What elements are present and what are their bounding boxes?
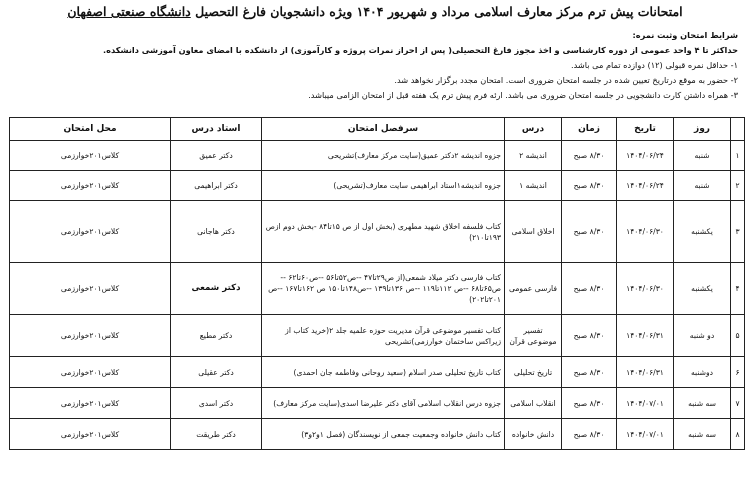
- cell-course: اخلاق اسلامی: [505, 201, 562, 263]
- cell-topics: جزوه درس انقلاب اسلامی آقای دکتر علیرضا اسدی(سایت مرکز معارف): [262, 388, 505, 419]
- cell-time: ۸/۳۰ صبح: [562, 388, 617, 419]
- cell-place: کلاس۲۰۱خوارزمی: [10, 419, 171, 450]
- table-header-row: [10, 118, 745, 141]
- cell-date: ۱۴۰۴/۰۶/۳۱: [617, 315, 674, 357]
- cell-topics: کتاب فلسفه اخلاق شهید مطهری (بخش اول از ص ۱۵تا۸۴ -بخش دوم ازص ۱۹۳تا۲۱۰): [262, 201, 505, 263]
- table-row: [10, 171, 745, 201]
- cell-topics: جزوه اندیشه ۲دکتر عمیق(سایت مرکز معارف)تشریحی: [262, 141, 505, 171]
- cell-teacher: دکتر عقیلی: [171, 357, 262, 388]
- cell-day: شنبه: [674, 141, 731, 171]
- table-row: [10, 419, 745, 450]
- table-row: [10, 315, 745, 357]
- cell-place: کلاس۲۰۱خوارزمی: [10, 201, 171, 263]
- cell-course: تاریخ تحلیلی: [505, 357, 562, 388]
- cell-time: ۸/۳۰ صبح: [562, 141, 617, 171]
- cell-teacher: دکتر هاجانی: [171, 201, 262, 263]
- cell-course: فارسی عمومی: [505, 263, 562, 315]
- cell-topics: کتاب تفسیر موضوعی قرآن مدیریت حوزه علمیه جلد ۲(خرید کتاب از زیراکس ساختمان خوارزمی)تشریحی: [262, 315, 505, 357]
- cell-time: ۸/۳۰ صبح: [562, 201, 617, 263]
- cell-day: سه شنبه: [674, 388, 731, 419]
- cell-time: ۸/۳۰ صبح: [562, 171, 617, 201]
- cell-day: سه شنبه: [674, 419, 731, 450]
- header-day: روز: [674, 118, 731, 141]
- cell-day: شنبه: [674, 171, 731, 201]
- cell-day: یکشنبه: [674, 201, 731, 263]
- cell-date: ۱۴۰۴/۰۷/۰۱: [617, 419, 674, 450]
- cell-time: ۸/۳۰ صبح: [562, 357, 617, 388]
- header-topics: سرفصل امتحان: [262, 118, 505, 141]
- conditions-heading: شرایط امتحان وثبت نمره:: [632, 30, 738, 40]
- cell-topics: جزوه اندیشه۱استاد ابراهیمی سایت معارف(تشریحی): [262, 171, 505, 201]
- cell-teacher: دکتر اسدی: [171, 388, 262, 419]
- cell-teacher: دکتر طریقت: [171, 419, 262, 450]
- cell-teacher: دکتر شمعی: [171, 263, 262, 315]
- table-row: [10, 357, 745, 388]
- cell-day: یکشنبه: [674, 263, 731, 315]
- condition-line: ۳- همراه داشتن کارت دانشجویی در جلسه امتحان ضروری می باشد. ارئه فرم پیش ترم یک هفته قبل از امتحان الزامی میباشد.: [308, 90, 738, 100]
- cell-teacher: دکتر مطیع: [171, 315, 262, 357]
- exam-schedule-table: [9, 117, 745, 450]
- cell-num: ۲: [731, 171, 745, 201]
- cell-place: کلاس۲۰۱خوارزمی: [10, 357, 171, 388]
- cell-place: کلاس۲۰۱خوارزمی: [10, 388, 171, 419]
- cell-course: اندیشه ۲: [505, 141, 562, 171]
- header-teacher: استاد درس: [171, 118, 262, 141]
- cell-date: ۱۴۰۴/۰۶/۳۰: [617, 201, 674, 263]
- cell-num: ۳: [731, 201, 745, 263]
- cell-course: تفسیر موضوعی قرآن: [505, 315, 562, 357]
- cell-date: ۱۴۰۴/۰۶/۳۱: [617, 357, 674, 388]
- table-row: [10, 201, 745, 263]
- cell-date: ۱۴۰۴/۰۶/۲۴: [617, 171, 674, 201]
- exam-conditions: [10, 28, 738, 103]
- cell-place: کلاس۲۰۱خوارزمی: [10, 141, 171, 171]
- cell-date: ۱۴۰۴/۰۷/۰۱: [617, 388, 674, 419]
- cell-topics: کتاب فارسی دکتر میلاد شمعی(از ص۲۹تا۴۷ --ص۵۲تا۵۶ --ص۶۰تا۶۲ --ص۶۵تا۶۸ --ص ۱۱۲تا۱۱۹ --ص ۱۳۶تا۱۳۹ --ص۱۴۸تا۱۵۰ ص ۱۶۲تا۱۶۷ --ص ۲۰۱تا۲۰۲): [262, 263, 505, 315]
- cell-date: ۱۴۰۴/۰۶/۲۴: [617, 141, 674, 171]
- cell-time: ۸/۳۰ صبح: [562, 315, 617, 357]
- page-title: [0, 4, 750, 19]
- cell-topics: کتاب دانش خانواده وجمعیت جمعی از نویسندگان (فصل ۱و۲و۳): [262, 419, 505, 450]
- cell-course: اندیشه ۱: [505, 171, 562, 201]
- table-row: [10, 263, 745, 315]
- table-row: [10, 388, 745, 419]
- table-row: [10, 141, 745, 171]
- cell-num: ۶: [731, 357, 745, 388]
- cell-num: ۸: [731, 419, 745, 450]
- cell-time: ۸/۳۰ صبح: [562, 263, 617, 315]
- cell-num: ۴: [731, 263, 745, 315]
- cell-day: دو شنبه: [674, 315, 731, 357]
- cell-num: ۱: [731, 141, 745, 171]
- cell-place: کلاس۲۰۱خوارزمی: [10, 263, 171, 315]
- title-institution: دانشگاه صنعتی اصفهان: [67, 4, 191, 19]
- cell-teacher: دکتر ابراهیمی: [171, 171, 262, 201]
- cell-place: کلاس۲۰۱خوارزمی: [10, 171, 171, 201]
- condition-line: حداکثر تا ۴ واحد عمومی از دوره کارشناسی و اخذ مجوز فارغ التحصیلی( پس از احراز نمرات پروژه و کارآموزی) از دانشکده با امضای معاون آموزشی دانشکده.: [103, 45, 738, 55]
- cell-time: ۸/۳۰ صبح: [562, 419, 617, 450]
- cell-teacher: دکتر عمیق: [171, 141, 262, 171]
- header-num: [731, 118, 745, 141]
- cell-place: کلاس۲۰۱خوارزمی: [10, 315, 171, 357]
- cell-num: ۷: [731, 388, 745, 419]
- header-course: درس: [505, 118, 562, 141]
- title-main: امتحانات پیش ترم مرکز معارف اسلامی مرداد و شهریور ۱۴۰۴ ویژه دانشجویان فارغ التحصیل: [195, 4, 683, 19]
- header-time: زمان: [562, 118, 617, 141]
- header-date: تاریخ: [617, 118, 674, 141]
- cell-course: دانش خانواده: [505, 419, 562, 450]
- condition-line: ۲- حضور به موقع درتاریخ تعیین شده در جلسه امتحان ضروری است. امتحان مجدد برگزار نخواهد شد.: [394, 75, 738, 85]
- cell-course: انقلاب اسلامی: [505, 388, 562, 419]
- cell-num: ۵: [731, 315, 745, 357]
- cell-day: دوشنبه: [674, 357, 731, 388]
- cell-topics: کتاب تاریخ تحلیلی صدر اسلام (سعید روحانی وفاطمه جان احمدی): [262, 357, 505, 388]
- cell-date: ۱۴۰۴/۰۶/۳۰: [617, 263, 674, 315]
- header-place: محل امتحان: [10, 118, 171, 141]
- condition-line: ۱- حداقل نمره قبولی (۱۲) دوازده تمام می باشد.: [571, 60, 738, 70]
